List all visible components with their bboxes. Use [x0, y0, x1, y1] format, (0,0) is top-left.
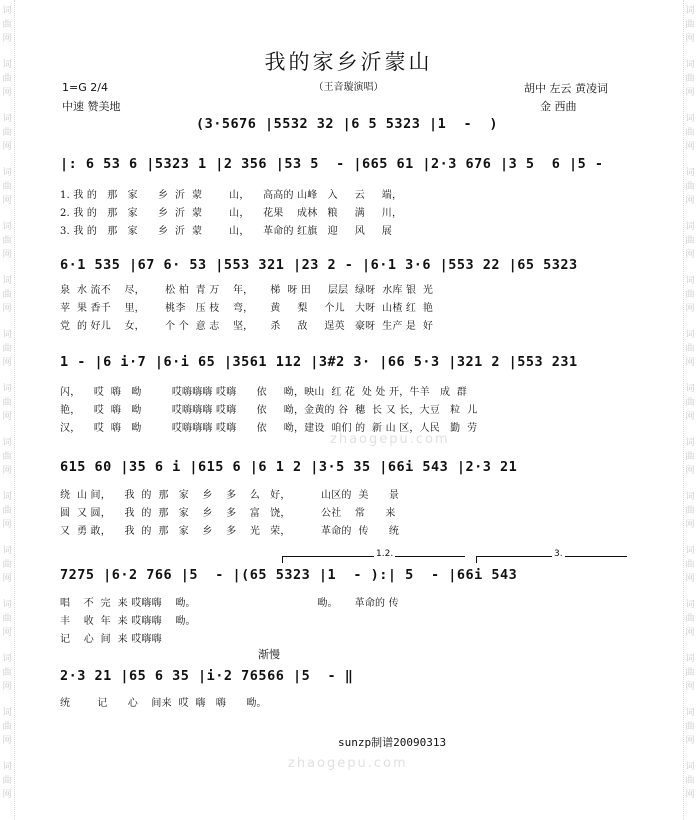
watermark-glyph: 词 — [685, 6, 695, 16]
lyric-verse-1: 1. 我 的 那 家 乡 沂 蒙 山， 高高的 山峰 入 云 端， — [60, 190, 403, 201]
watermark-glyph: 曲 — [685, 722, 695, 732]
watermark-glyph: 曲 — [685, 560, 695, 570]
watermark-glyph: 网 — [685, 412, 695, 422]
watermark-glyph: 词 — [685, 438, 695, 448]
watermark-glyph: 曲 — [685, 74, 695, 84]
watermark-glyph: 网 — [2, 790, 12, 800]
key-label: 1=G — [62, 81, 87, 94]
tempo-change-marking: 渐慢 — [258, 648, 280, 661]
watermark-glyph: 网 — [685, 628, 695, 638]
watermark-glyph: 网 — [685, 574, 695, 584]
lyric-verse-1: 泉 水 流不 尽， 松 柏 青 万 年， 梯 呀 田 层层 绿呀 水库 银 光 — [60, 285, 434, 296]
watermark-glyph: 网 — [685, 790, 695, 800]
watermark-glyph: 词 — [2, 6, 12, 16]
watermark-glyph: 曲 — [685, 290, 695, 300]
volta-third-ending — [476, 549, 627, 563]
watermark-glyph: 网 — [2, 142, 12, 152]
watermark-glyph: 网 — [685, 682, 695, 692]
watermark-glyph: 曲 — [2, 668, 12, 678]
time-signature: 2/4 — [90, 81, 108, 94]
watermark-glyph: 曲 — [2, 182, 12, 192]
watermark-glyph: 词 — [2, 600, 12, 610]
lyric-verse-1: 统 记 心 间来 哎 嗨 嗨 呦。 — [60, 698, 267, 709]
watermark-glyph: 词 — [2, 60, 12, 70]
notation: 615 60 |35 6 i |615 6 |6 1 2 |3·5 35 |66i 543 |2·3 21 — [60, 459, 518, 475]
watermark-glyph: 网 — [685, 196, 695, 206]
watermark-glyph: 网 — [685, 34, 695, 44]
site-watermark-bottom: zhaogepu.com — [288, 756, 408, 771]
watermark-glyph: 网 — [2, 34, 12, 44]
left-divider — [14, 0, 15, 820]
site-watermark: zhaogepu.com — [330, 432, 450, 447]
watermark-glyph: 网 — [685, 358, 695, 368]
watermark-glyph: 曲 — [685, 344, 695, 354]
notation: (3·5676 |5532 32 |6 5 5323 |1 - ) — [196, 116, 498, 132]
lyric-verse-2: 丰 收 年 来 哎嗨嗨 呦。 — [60, 616, 196, 627]
watermark-glyph: 网 — [2, 520, 12, 530]
watermark-glyph: 网 — [685, 250, 695, 260]
watermark-glyph: 曲 — [2, 614, 12, 624]
lyric-verse-3: 3. 我 的 那 家 乡 沂 蒙 山， 革命的 红旗 迎 风 展 — [60, 226, 393, 237]
key-signature — [62, 81, 108, 94]
left-watermark-strip — [0, 0, 14, 820]
watermark-glyph: 网 — [2, 88, 12, 98]
watermark-glyph: 词 — [685, 708, 695, 718]
watermark-glyph: 词 — [685, 168, 695, 178]
watermark-glyph: 网 — [2, 574, 12, 584]
watermark-glyph: 词 — [685, 60, 695, 70]
watermark-glyph: 网 — [2, 304, 12, 314]
lyric-verse-1: 绕 山 间， 我 的 那 家 乡 多 么 好， 山区的 美 景 — [60, 490, 400, 501]
lyric-verse-1: 闪， 哎 嗨 呦 哎嗨嗨嗨 哎嗨 依 呦，映山 红 花 处 处 开，牛羊 成 群 — [60, 387, 468, 398]
right-watermark-strip — [683, 0, 697, 820]
watermark-glyph: 曲 — [2, 506, 12, 516]
composer-credit: 金 西曲 — [540, 100, 577, 113]
watermark-glyph: 词 — [2, 762, 12, 772]
notation: 2·3 21 |65 6 35 |i·2 76566 |5 - ‖ — [60, 668, 354, 684]
watermark-glyph: 词 — [2, 330, 12, 340]
watermark-glyph: 词 — [2, 276, 12, 286]
watermark-glyph: 词 — [2, 222, 12, 232]
watermark-glyph: 曲 — [2, 344, 12, 354]
lyric-verse-2: 2. 我 的 那 家 乡 沂 蒙 山， 花果 成林 粮 满 川， — [60, 208, 403, 219]
watermark-glyph: 网 — [2, 466, 12, 476]
lyric-verse-2: 圆 又 圆， 我 的 那 家 乡 多 富 饶， 公社 常 来 — [60, 508, 396, 519]
watermark-glyph: 网 — [2, 412, 12, 422]
watermark-glyph: 曲 — [685, 506, 695, 516]
watermark-glyph: 词 — [2, 438, 12, 448]
watermark-glyph: 网 — [685, 142, 695, 152]
watermark-glyph: 词 — [685, 276, 695, 286]
watermark-glyph: 词 — [2, 492, 12, 502]
watermark-glyph: 词 — [685, 384, 695, 394]
watermark-glyph: 网 — [685, 88, 695, 98]
watermark-glyph: 曲 — [685, 128, 695, 138]
watermark-glyph: 曲 — [2, 74, 12, 84]
watermark-glyph: 词 — [2, 708, 12, 718]
watermark-glyph: 网 — [685, 466, 695, 476]
watermark-glyph: 曲 — [685, 452, 695, 462]
watermark-glyph: 词 — [685, 330, 695, 340]
watermark-glyph: 网 — [685, 736, 695, 746]
watermark-glyph: 网 — [2, 682, 12, 692]
watermark-glyph: 曲 — [685, 182, 695, 192]
watermark-glyph: 网 — [2, 196, 12, 206]
lyric-verse-1: 唱 不 完 来 哎嗨嗨 呦。 呦。 革命的 传 — [60, 598, 399, 609]
watermark-glyph: 曲 — [2, 722, 12, 732]
watermark-glyph: 词 — [685, 222, 695, 232]
notation: 6·1 535 |67 6· 53 |553 321 |23 2 - |6·1 3·6 |553 22 |65 5323 — [60, 257, 578, 273]
watermark-glyph: 曲 — [2, 20, 12, 30]
lyric-verse-2: 艳， 哎 嗨 呦 哎嗨嗨嗨 哎嗨 依 呦，金黄的 谷 穗 长 又 长，大豆 粒 儿 — [60, 405, 478, 416]
watermark-glyph: 曲 — [2, 560, 12, 570]
watermark-glyph: 曲 — [2, 398, 12, 408]
notation: 1 - |6 i·7 |6·i 65 |3561 112 |3#2 3· |66 5·3 |321 2 |553 231 — [60, 354, 578, 370]
volta-label: 1.2. — [376, 549, 394, 559]
watermark-glyph: 词 — [2, 546, 12, 556]
watermark-glyph: 词 — [685, 654, 695, 664]
watermark-glyph: 曲 — [685, 614, 695, 624]
song-title: 我的家乡沂蒙山 — [264, 50, 433, 74]
watermark-glyph: 网 — [2, 628, 12, 638]
watermark-glyph: 曲 — [2, 452, 12, 462]
watermark-glyph: 词 — [2, 384, 12, 394]
lyric-verse-3: 又 勇 敢， 我 的 那 家 乡 多 光 荣， 革命的 传 统 — [60, 526, 400, 537]
lyric-verse-3: 汉， 哎 嗨 呦 哎嗨嗨嗨 哎嗨 依 呦，建设 咱们 的 新 山 区，人民 勤 劳 — [60, 423, 478, 434]
volta-label: 3. — [554, 549, 563, 559]
watermark-glyph: 网 — [2, 736, 12, 746]
watermark-glyph: 网 — [2, 358, 12, 368]
watermark-glyph: 曲 — [2, 236, 12, 246]
watermark-glyph: 词 — [685, 600, 695, 610]
watermark-glyph: 词 — [2, 168, 12, 178]
watermark-glyph: 曲 — [685, 776, 695, 786]
watermark-glyph: 网 — [685, 520, 695, 530]
watermark-glyph: 曲 — [2, 128, 12, 138]
lyric-verse-2: 苹 果 香千 里， 桃李 压 枝 弯， 黄 梨 个儿 大呀 山楂 红 艳 — [60, 303, 434, 314]
watermark-glyph: 词 — [2, 114, 12, 124]
volta-first-second-ending — [282, 549, 465, 563]
watermark-glyph: 曲 — [685, 668, 695, 678]
watermark-glyph: 词 — [2, 654, 12, 664]
lyric-verse-3: 党 的 好儿 女， 个 个 意 志 坚， 杀 敌 逞英 豪呀 生产 是 好 — [60, 321, 434, 332]
watermark-glyph: 网 — [685, 304, 695, 314]
transcriber-credit: sunzp制谱20090313 — [338, 736, 447, 749]
watermark-glyph: 词 — [685, 114, 695, 124]
watermark-glyph: 曲 — [2, 290, 12, 300]
watermark-glyph: 曲 — [685, 236, 695, 246]
watermark-glyph: 网 — [2, 250, 12, 260]
watermark-glyph: 词 — [685, 762, 695, 772]
watermark-glyph: 词 — [685, 492, 695, 502]
watermark-glyph: 曲 — [2, 776, 12, 786]
watermark-glyph: 词 — [685, 546, 695, 556]
notation: |: 6 53 6 |5323 1 |2 356 |53 5 - |665 61 |2·3 676 |3 5 6 |5 - — [60, 156, 604, 172]
lyric-verse-3: 记 心 间 来 哎嗨嗨 — [60, 634, 162, 645]
notation: 7275 |6·2 766 |5 - |(65 5323 |1 - ):| 5 - |66i 543 — [60, 567, 518, 583]
lyricists-credit: 胡中 左云 黄凌词 — [524, 82, 608, 95]
watermark-glyph: 曲 — [685, 20, 695, 30]
performer-note: （王音璇演唱） — [313, 82, 384, 93]
tempo-marking: 中速 赞美地 — [62, 100, 121, 113]
watermark-glyph: 曲 — [685, 398, 695, 408]
